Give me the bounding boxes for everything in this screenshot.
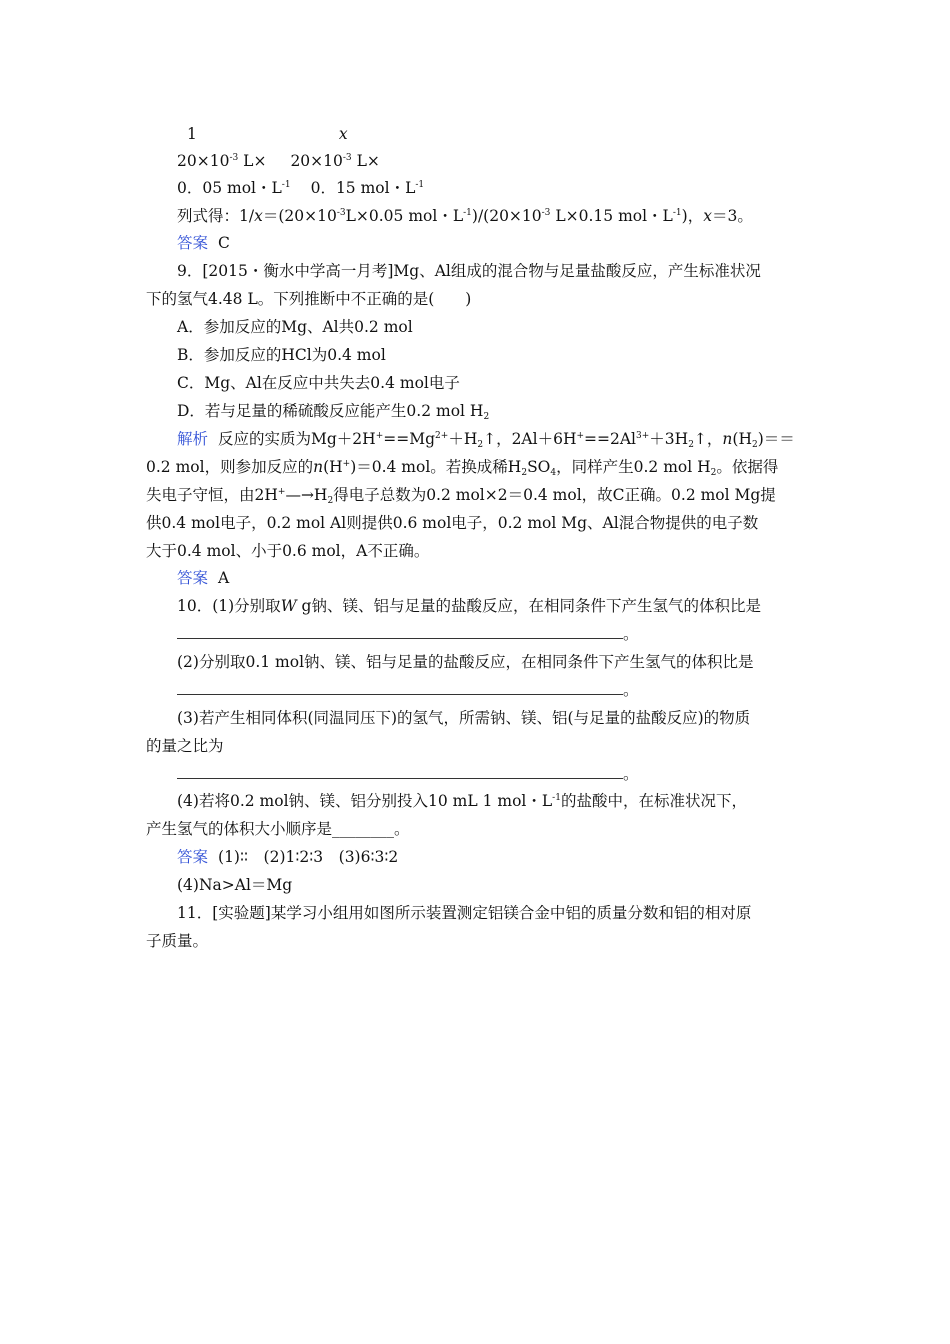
- q9-option-a: A．参加反应的Mg、Al共0.2 mol: [177, 318, 413, 336]
- answer-label: 答案: [177, 569, 209, 587]
- q10-part-3-line-2: 的量之比为: [146, 737, 224, 755]
- q9-analysis-line-4: 供0.4 mol电子，0.2 mol Al则提供0.6 mol电子，0.2 mol Mg、Al混合物提供的电子数: [146, 514, 759, 532]
- q9-answer: [177, 568, 229, 588]
- calc-answer: [177, 233, 230, 253]
- calc-variable-x: x: [338, 125, 348, 143]
- q9-stem-line-1: 9．[2015・衡水中学高一月考]Mg、Al组成的混合物与足量盐酸反应，产生标准状况: [177, 262, 761, 280]
- answer-blank[interactable]: [177, 680, 623, 695]
- q9-stem-line-2: 下的氢气4.48 L。下列推断中不正确的是( ): [146, 290, 472, 308]
- calc-row-2: $20\times 10^{-3}$ $L\times 20\times 10^{-3}$ L×: [177, 152, 380, 170]
- answer-blank[interactable]: [177, 624, 623, 639]
- answer-label: 答案: [177, 234, 209, 252]
- q10-part-2: (2)分别取0.1 mol钠、镁、铝与足量的盐酸反应，在相同条件下产生氢气的体积比是: [177, 653, 754, 671]
- answer-value: (1)∶∶ (2)1∶2∶3 (3)6∶3∶2: [218, 848, 399, 866]
- q10-part-3-line-1: (3)若产生相同体积(同温同压下)的氢气，所需钠、镁、铝(与足量的盐酸反应)的物质: [177, 709, 751, 727]
- calc-equation: 列式得：$1/x=(20\times 10^{-3}L\times 0.05$ mol・$L^{-1})/(20\times 10^{-3}$ L×0.15 mol・$L^{-1}$)，x＝3。: [177, 207, 753, 225]
- q11-stem-line-1: 11．[实验题]某学习小组用如图所示装置测定铝镁合金中铝的质量分数和铝的相对原: [177, 904, 752, 922]
- q10-answer-line-2: (4)Na>Al＝Mg: [177, 876, 293, 894]
- calc-row-1: [187, 124, 348, 144]
- q9-analysis-line-1: 解析 反应的实质为$Mg+2H^+==Mg^{2+}+H_2↑$，$2Al+6H^+==2Al^{3+}+3H_2↑$，$n(H_2)==$: [177, 430, 795, 450]
- answer-blank[interactable]: [177, 764, 623, 779]
- q10-part-1-blank: 。: [177, 624, 639, 644]
- q10-part-4-line-2: 产生氢气的体积大小顺序是________。: [146, 820, 410, 838]
- q9-option-b: B．参加反应的HCl为0.4 mol: [177, 346, 386, 364]
- answer-value: A: [218, 569, 230, 587]
- q9-analysis-line-3: 失电子守恒，由$2H^+—\to H_2$得电子总数为0.2 mol×2＝0.4 mol，故C正确。0.2 mol Mg提: [146, 486, 776, 506]
- calc-row-3: 0．05 mol・$L^{-1}$ 0．15 mol・$L^{-1}$: [177, 179, 425, 197]
- q10-part-1: 10．(1)分别取W g钠、镁、铝与足量的盐酸反应，在相同条件下产生氢气的体积比是: [177, 597, 761, 615]
- answer-value: C: [218, 234, 230, 252]
- answer-label: 答案: [177, 848, 209, 866]
- q10-answer: [177, 847, 398, 867]
- q9-analysis-line-2: 0.2 mol，则参加反应的n(H+)＝0.4 mol。若换成稀$H_2SO_4$，同样产生0.2 mol $H_2$。依据得: [146, 458, 779, 478]
- calc-value-1: 1: [187, 125, 197, 143]
- analysis-label: 解析: [177, 430, 209, 448]
- q11-stem-line-2: 子质量。: [146, 932, 209, 950]
- q9-option-c: C．Mg、Al在反应中共失去0.4 mol电子: [177, 374, 460, 392]
- q10-part-3-blank: 。: [177, 764, 639, 784]
- q10-part-4-line-1: (4)若将0.2 mol钠、镁、铝分别投入10 mL 1 mol・$L^{-1}$的盐酸中，在标准状况下，: [177, 792, 747, 810]
- q10-part-2-blank: 。: [177, 680, 639, 700]
- q9-analysis-line-5: 大于0.4 mol、小于0.6 mol，A不正确。: [146, 542, 430, 560]
- q9-option-d: D．若与足量的稀硫酸反应能产生0.2 mol $H_2$: [177, 402, 490, 422]
